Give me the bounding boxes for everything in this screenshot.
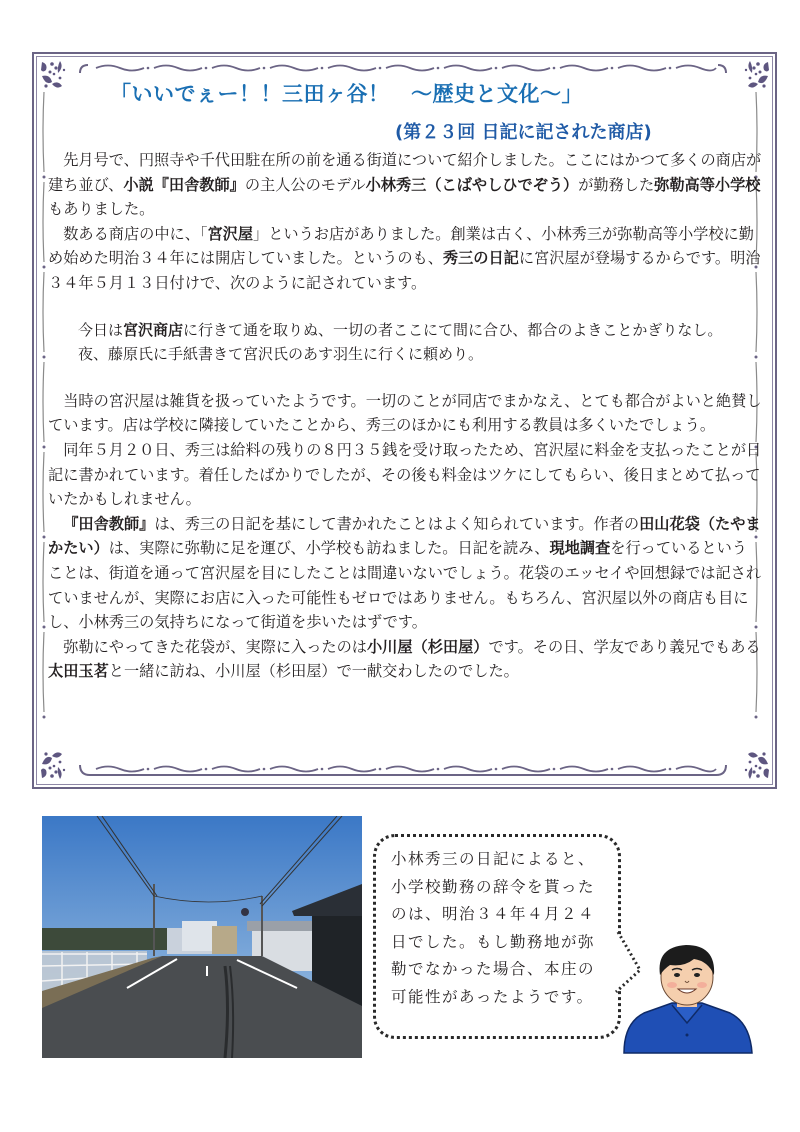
article-body — [48, 148, 762, 684]
man-illustration — [612, 935, 762, 1060]
paragraph-2: 数ある商店の中に、「宮沢屋」というお店がありました。創業は古く、小林秀三が弥勒高等小学校に勤め始めた明治３４年には開店していました。というのも、秀三の日記に宮沢屋が登場するからです。明治３４年５月１３日付けで、次のように記されています。 — [48, 224, 761, 292]
side-border-left — [40, 92, 48, 742]
emphasis: 現地調査 — [549, 539, 611, 558]
paragraph-6: 弥勒にやってきた花袋が、実際に入ったのは小川屋（杉田屋）です。その日、学友であり義兄でもある太田玉茗と一緒に訪ね、小川屋（杉田屋）で一献交わしたのでした。 — [48, 637, 761, 681]
quote-line-2: 夜、藤原氏に手紙書きて宮沢氏のあす羽生に行くに頼めり。 — [78, 345, 484, 364]
speech-bubble-text: 小林秀三の日記によると、小学校勤務の辞令を貰ったのは、明治３４年４月２４日でした。もし勤務地が弥勒でなかった場合、本庄の可能性があったようです。 — [391, 850, 596, 1006]
emphasis: 太田玉茗 — [48, 662, 109, 681]
emphasis: 小林秀三（こばやしひでぞう） — [365, 175, 579, 194]
quote-line-1: 今日は宮沢商店に行きて通を取りぬ、一切の者ここにて間に合ひ、都合のよきことかぎりなし。 — [78, 320, 723, 339]
street-photo — [42, 816, 362, 1058]
flourish-corner-icon — [738, 748, 772, 782]
emphasis: 『田舎教師』 — [63, 514, 155, 533]
paragraph-5: 『田舎教師』は、秀三の日記を基にして書かれたことはよく知られています。作者の田山花袋（たやまかたい）は、実際に弥勒に足を運び、小学校も訪ねました。日記を読み、現地調査を行っているということは、街道を通って宮沢屋を目にしたことは間違いないでしょう。花袋のエッセイや回想録では記されていませんが、実際にお店に入った可能性もゼロではありません。もちろん、宮沢屋以外の商店も目にし、小林秀三の気持ちになって街道を歩いたはずです。 — [48, 514, 762, 632]
paragraph-3: 当時の宮沢屋は雑貨を扱っていたようです。一切のことが同店でまかなえ、とても都合がよいと絶賛しています。店は学校に隣接していたことから、秀三のほかにも利用する教員は多くいたでしょう。 — [48, 391, 762, 435]
wave-border-bottom — [78, 762, 728, 776]
flourish-corner-icon — [738, 58, 772, 92]
emphasis: 宮沢屋 — [207, 224, 254, 243]
flourish-corner-icon — [38, 748, 72, 782]
emphasis: 小川屋（杉田屋） — [366, 637, 489, 656]
paragraph-1: 先月号で、円照寺や千代田駐在所の前を通る街道について紹介しました。ここにはかつて多くの商店が建ち並び、小説『田舎教師』の主人公のモデル小林秀三（こばやしひでぞう）が勤務した弥勒高等小学校もありました。 — [48, 151, 762, 219]
wave-border-top — [78, 60, 728, 74]
paragraph-4: 同年５月２０日、秀三は給料の残りの８円３５銭を受け取ったため、宮沢屋に料金を支払ったことが日記に書かれています。着任したばかりでしたが、その後も料金はツケにしてもらい、後日まとめて払っていたかもしれません。 — [48, 440, 762, 509]
page-subtitle: (第２３回 日記に記された商店) — [395, 122, 652, 143]
page-title: 「いいでぇー！！三田ヶ谷！ ～歴史と文化～」 — [110, 82, 583, 106]
flourish-corner-icon — [38, 58, 72, 92]
emphasis: 秀三の日記 — [442, 249, 519, 268]
emphasis: 小説『田舎教師』 — [123, 175, 245, 194]
emphasis: 宮沢商店 — [123, 320, 184, 339]
emphasis: 弥勒高等小学校 — [654, 175, 761, 194]
diary-quote — [78, 318, 762, 367]
emphasis: 田山花袋（たやまかたい） — [48, 514, 761, 558]
